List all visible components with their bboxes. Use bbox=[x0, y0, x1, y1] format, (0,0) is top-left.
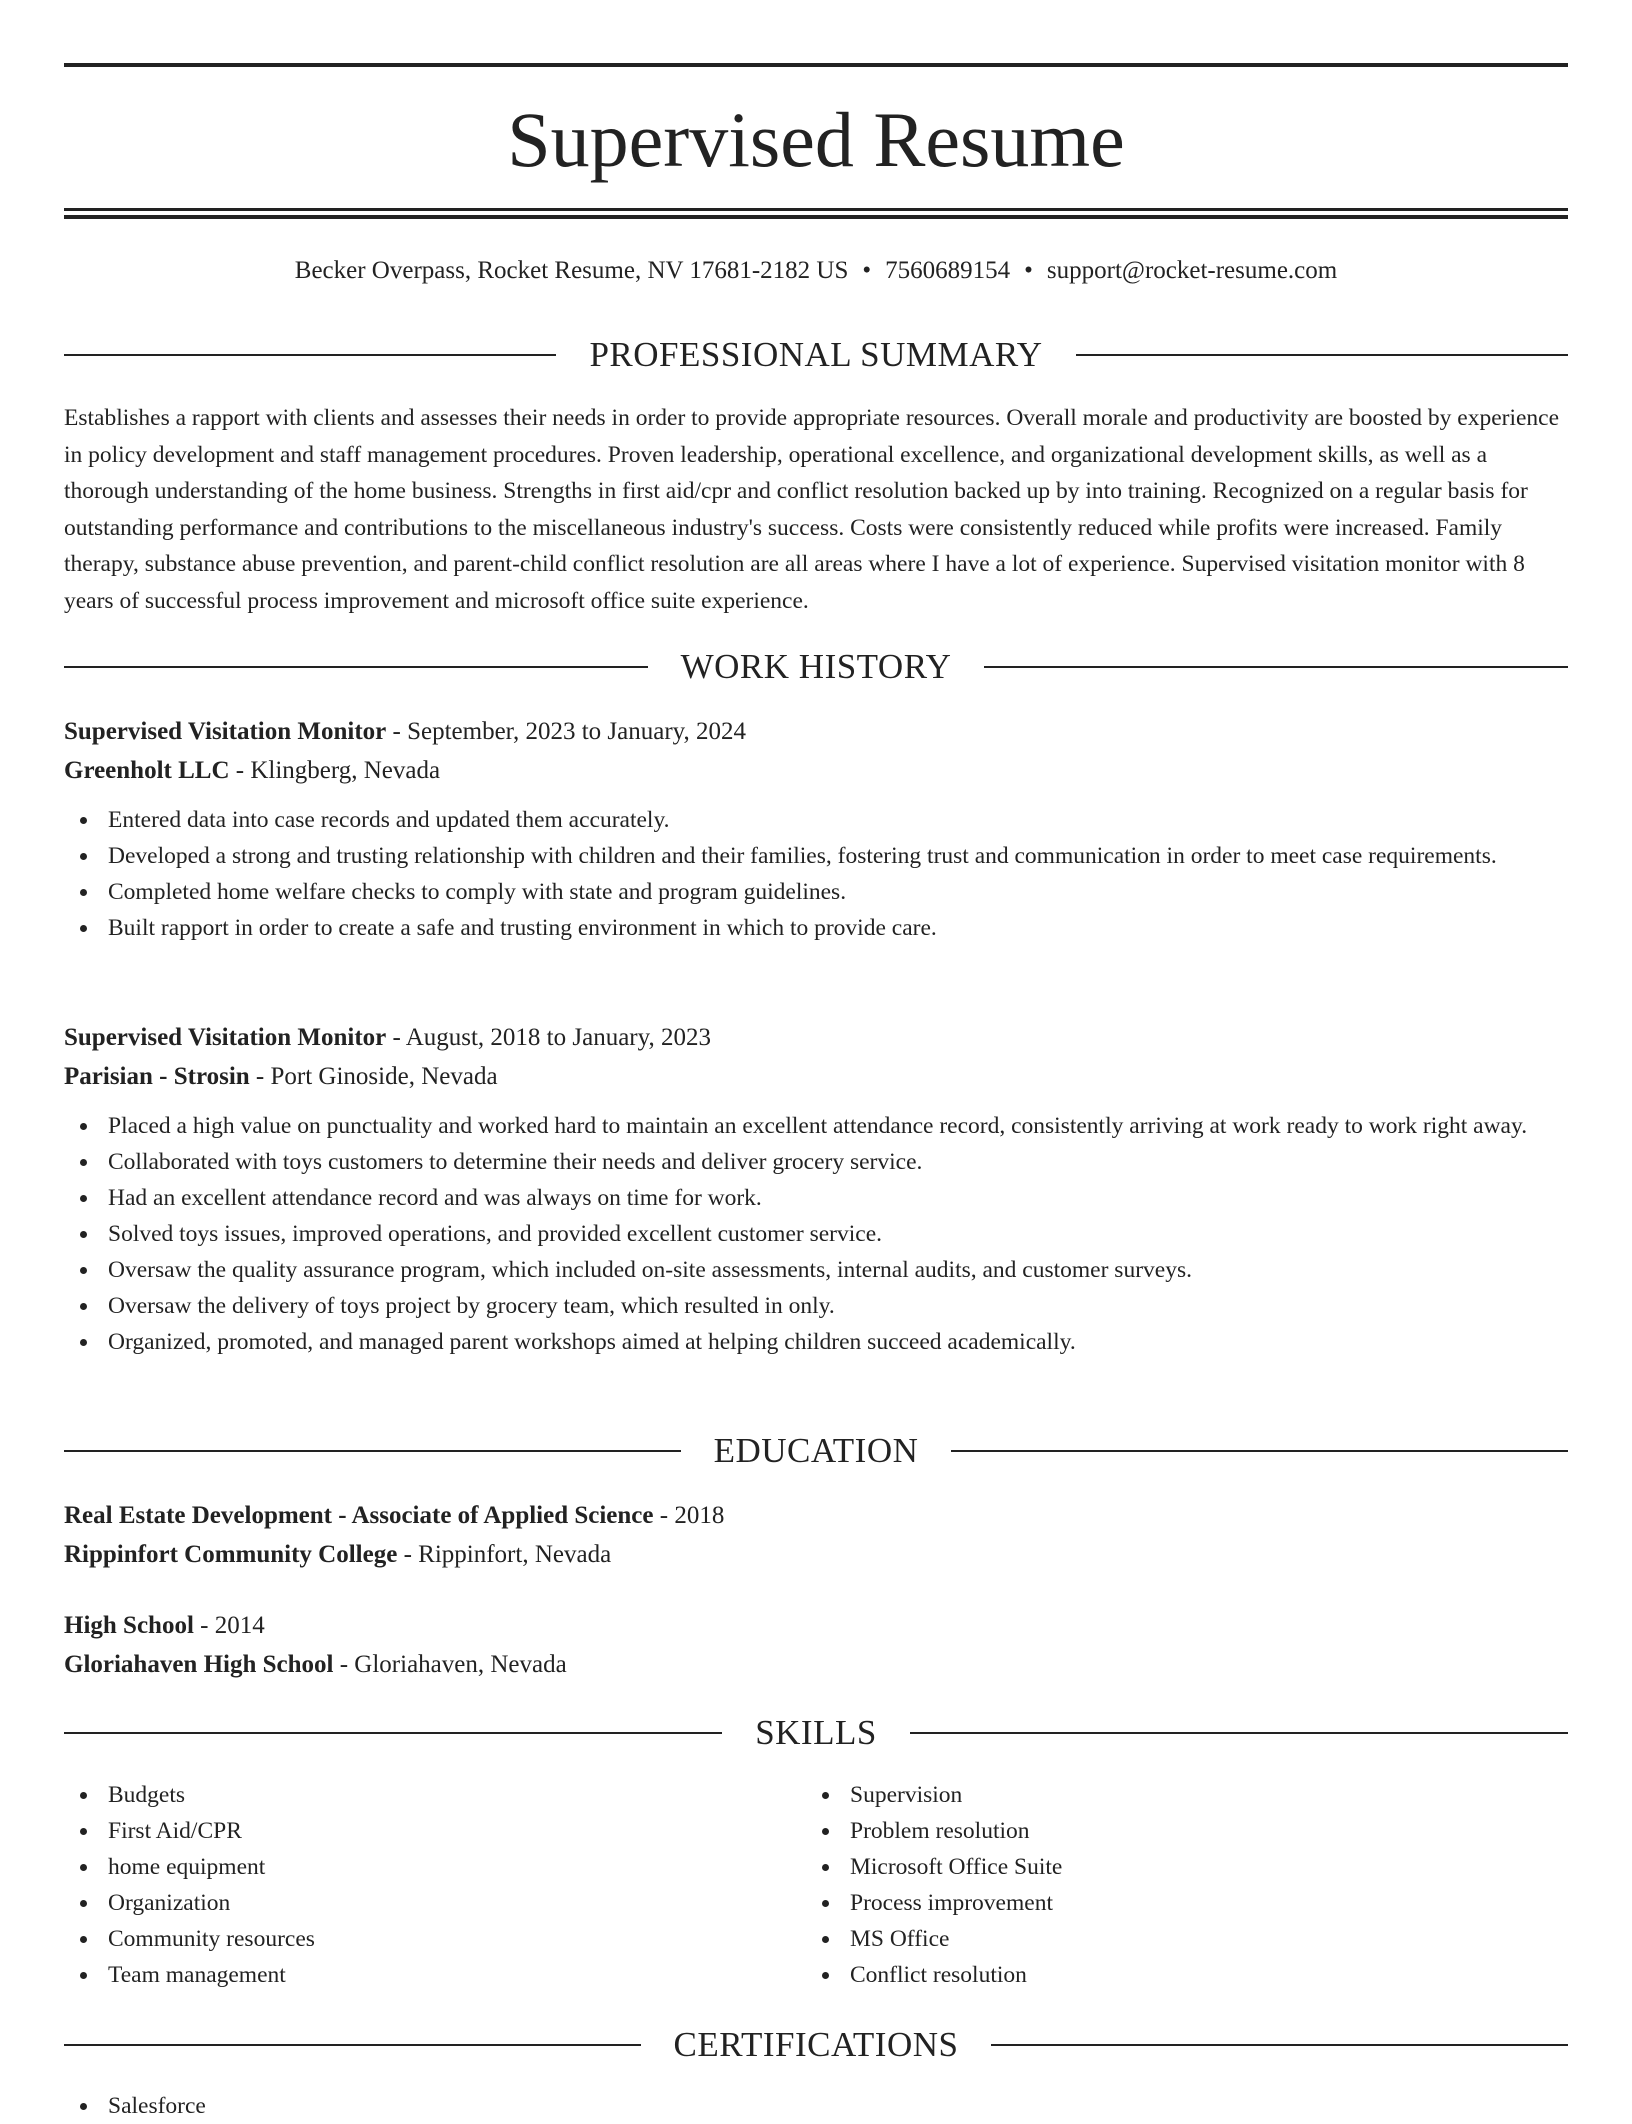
list-item: Solved toys issues, improved operations, and provided excellent customer service. bbox=[64, 1216, 1568, 1252]
name-rule-lower bbox=[64, 215, 1568, 219]
company-row bbox=[64, 751, 1568, 790]
job-title: Supervised Visitation Monitor bbox=[64, 718, 387, 745]
work-section-heading bbox=[64, 645, 1568, 689]
certifications-block bbox=[64, 2088, 1568, 2124]
list-item: Entered data into case records and updated them accurately. bbox=[64, 802, 1568, 838]
education-title: EDUCATION bbox=[713, 1431, 919, 1470]
heading-rule bbox=[991, 2044, 1568, 2046]
job-duties bbox=[64, 1108, 1568, 1360]
education-section-heading bbox=[64, 1429, 1568, 1473]
degree-name: Real Estate Development - Associate of Applied Science bbox=[64, 1502, 654, 1529]
contact-phone: 7560689154 bbox=[885, 257, 1011, 284]
skill-item: Organization bbox=[64, 1885, 764, 1921]
heading-rule bbox=[64, 1450, 681, 1452]
skills-column-right bbox=[806, 1777, 1506, 1993]
skills-list bbox=[806, 1777, 1506, 1993]
certifications-title: CERTIFICATIONS bbox=[673, 2025, 959, 2064]
contact-email: support@rocket-resume.com bbox=[1046, 257, 1338, 284]
company-row bbox=[64, 1057, 1568, 1096]
summary-title: PROFESSIONAL SUMMARY bbox=[589, 335, 1043, 374]
job-dates: - August, 2018 to January, 2023 bbox=[386, 1024, 711, 1051]
skill-item: home equipment bbox=[64, 1849, 764, 1885]
school-location: - Rippinfort, Nevada bbox=[397, 1541, 612, 1568]
education-entry bbox=[64, 1606, 1568, 1684]
certifications-list bbox=[64, 2088, 1568, 2124]
job-title: Supervised Visitation Monitor bbox=[64, 1024, 387, 1051]
contact-separator: • bbox=[862, 257, 872, 284]
school-row bbox=[64, 1535, 1568, 1574]
heading-rule bbox=[64, 2044, 641, 2046]
school-name: Rippinfort Community College bbox=[64, 1541, 398, 1568]
list-item: Placed a high value on punctuality and worked hard to maintain an excellent attendance record, consistently arriving at work ready to work right away. bbox=[64, 1108, 1568, 1144]
name-rule-upper bbox=[64, 208, 1568, 211]
school-name: Gloriahaven High School bbox=[64, 1651, 334, 1678]
list-item: Collaborated with toys customers to determine their needs and deliver grocery service. bbox=[64, 1144, 1568, 1180]
heading-rule bbox=[64, 666, 648, 668]
skills-title: SKILLS bbox=[755, 1713, 877, 1752]
heading-rule bbox=[951, 1450, 1568, 1452]
company-name: Greenholt LLC bbox=[64, 757, 230, 784]
school-location: - Gloriahaven, Nevada bbox=[333, 1651, 567, 1678]
list-item: Developed a strong and trusting relationship with children and their families, fostering trust and communication in order to meet case requirements. bbox=[64, 838, 1568, 874]
list-item: Completed home welfare checks to comply with state and program guidelines. bbox=[64, 874, 1568, 910]
heading-rule bbox=[64, 354, 556, 356]
company-name: Parisian - Strosin bbox=[64, 1063, 250, 1090]
heading-rule bbox=[64, 1732, 722, 1734]
degree-row bbox=[64, 1496, 1568, 1535]
summary-section-heading bbox=[64, 333, 1568, 377]
job-title-row bbox=[64, 1018, 1568, 1057]
heading-rule bbox=[1076, 354, 1568, 356]
skills-section-heading bbox=[64, 1711, 1568, 1755]
skill-item: First Aid/CPR bbox=[64, 1813, 764, 1849]
summary-text: Establishes a rapport with clients and assesses their needs in order to provide appropriate resources. Overall morale and productivity are boosted by experience in policy development and staff management procedures. Proven leadership, operational excellence, and organizational development skills, as well as a thorough understanding of the home business. Strengths in first aid/cpr and conflict resolution backed up by into training. Recognized on a regular basis for outstanding performance and contributions to the miscellaneous industry's success. Costs were consistently reduced while profits were increased. Family therapy, substance abuse prevention, and parent-child conflict resolution are all areas where I have a lot of experience. Supervised visitation monitor with 8 years of successful process improvement and microsoft office suite experience. bbox=[64, 405, 1560, 614]
school-row bbox=[64, 1645, 1568, 1684]
skill-item: Community resources bbox=[64, 1921, 764, 1957]
contact-address: Becker Overpass, Rocket Resume, NV 17681-2182 US bbox=[294, 257, 849, 284]
skill-item: Budgets bbox=[64, 1777, 764, 1813]
contact-line bbox=[64, 254, 1568, 288]
skill-item: Problem resolution bbox=[806, 1813, 1506, 1849]
certifications-section-heading bbox=[64, 2023, 1568, 2067]
skill-item: Microsoft Office Suite bbox=[806, 1849, 1506, 1885]
contact-separator: • bbox=[1024, 257, 1033, 284]
skills-column-left bbox=[64, 1777, 764, 1993]
education-entry bbox=[64, 1496, 1568, 1574]
skill-item: Supervision bbox=[806, 1777, 1506, 1813]
list-item: Oversaw the delivery of toys project by grocery team, which resulted in only. bbox=[64, 1288, 1568, 1324]
skill-item: MS Office bbox=[806, 1921, 1506, 1957]
work-entry bbox=[64, 1018, 1568, 1360]
resume-name: Supervised Resume bbox=[507, 96, 1125, 183]
company-location: - Port Ginoside, Nevada bbox=[249, 1063, 498, 1090]
skills-list bbox=[64, 1777, 764, 1993]
degree-name: High School bbox=[64, 1612, 194, 1639]
job-duties bbox=[64, 802, 1568, 946]
list-item: Had an excellent attendance record and was always on time for work. bbox=[64, 1180, 1568, 1216]
company-location: - Klingberg, Nevada bbox=[229, 757, 441, 784]
heading-rule bbox=[910, 1732, 1568, 1734]
degree-year: - 2018 bbox=[653, 1502, 725, 1529]
job-dates: - September, 2023 to January, 2024 bbox=[386, 718, 747, 745]
work-entry bbox=[64, 712, 1568, 946]
skill-item: Process improvement bbox=[806, 1885, 1506, 1921]
heading-rule bbox=[984, 666, 1568, 668]
skill-item: Conflict resolution bbox=[806, 1957, 1506, 1993]
skill-item: Team management bbox=[64, 1957, 764, 1993]
list-item: Oversaw the quality assurance program, which included on-site assessments, internal audits, and customer surveys. bbox=[64, 1252, 1568, 1288]
certification-item: Salesforce bbox=[64, 2088, 1568, 2124]
work-title: WORK HISTORY bbox=[680, 647, 952, 686]
degree-year: - 2014 bbox=[193, 1612, 265, 1639]
top-rule bbox=[64, 63, 1568, 67]
list-item: Organized, promoted, and managed parent workshops aimed at helping children succeed academically. bbox=[64, 1324, 1568, 1360]
degree-row bbox=[64, 1606, 1568, 1645]
list-item: Built rapport in order to create a safe and trusting environment in which to provide care. bbox=[64, 910, 1568, 946]
job-title-row bbox=[64, 712, 1568, 751]
